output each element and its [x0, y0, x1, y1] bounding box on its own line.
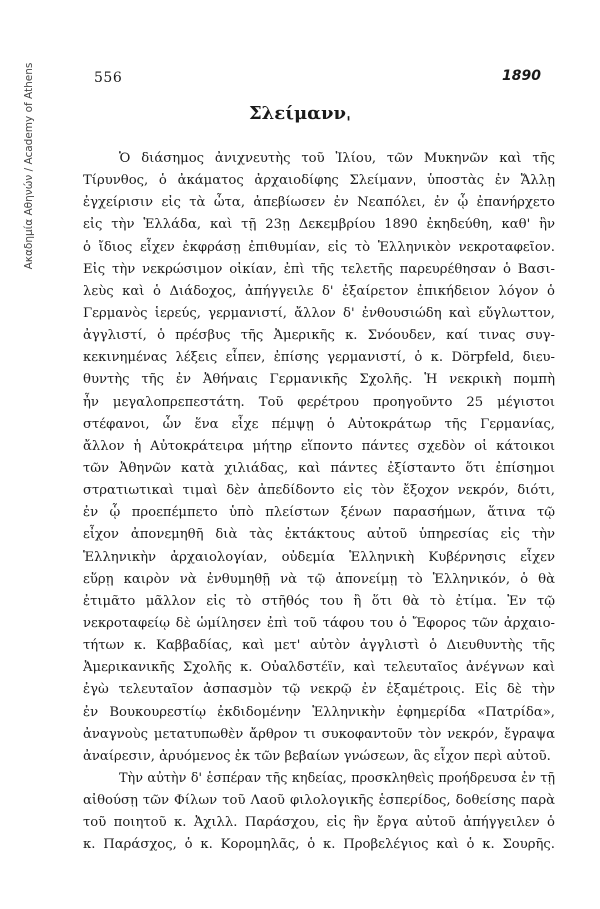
text-line: ἀναγνοὺς μετατυπωθὲν ἄρθρον τι συκοφαντοῦν τὸν νεκρόν, ἔγραψα — [83, 726, 555, 742]
text-line: τοῦ ποιητοῦ κ. Ἀχιλλ. Παράσχου, εἰς ἣν ἔργα αὐτοῦ ἀπήγγειλεν ὁ — [83, 815, 555, 831]
text-line: Γερμανὸς ἱερεύς, γερμανιστί, ἄλλον δ' ἐνθουσιώδη καὶ εὔγλωττον, — [83, 305, 555, 321]
text-line: Ὁ διάσημος ἀνιχνευτὴς τοῦ Ἰλίου, τῶν Μυκηνῶν καὶ τῆς — [119, 151, 555, 166]
text-line: κεκινημένας λέξεις εἶπεν, ἐπίσης γερμανιστί, ὁ κ. Dörpfeld, διευ- — [83, 350, 555, 366]
text-line: εὕρῃ καιρὸν νὰ ἐνθυμηθῇ νὰ τῷ ἀπονείμῃ τὸ Ἑλληνικόν, ὁ θὰ — [83, 571, 555, 587]
text-line: εἶχον ἀπονεμηθῆ διὰ τὰς ἐκτάκτους αὐτοῦ ὑπηρεσίας εἰς τὴν — [83, 527, 555, 543]
text-line: στρατιωτικαὶ τιμαὶ δὲν ἀπεδίδοντο εἰς τὸν ἔξοχον νεκρόν, διότι, — [83, 483, 555, 499]
text-line: ἐγὼ τελευταῖον ἀσπασμὸν τῷ νεκρῷ ἐν ἑξαμέτροις. Εἰς δὲ τὴν — [83, 682, 555, 698]
text-line: λεὺς καὶ ὁ Διάδοχος, ἀπήγγειλε δ' ἐξαίρετον ἐπικήδειον λόγον ὁ — [83, 283, 555, 299]
body-text — [83, 148, 555, 857]
text-line: ἐγχείρισιν εἰς τὰ ὦτα, ἀπεβίωσεν ἐν Νεαπόλει, ἐν ᾧ ἐπανήρχετο — [83, 195, 555, 211]
text-line: Τίρυνθος, ὁ ἀκάματος ἀρχαιοδίφης Σλείμαννˌ ὑποστὰς ἐν Ἄλλῃ — [83, 173, 555, 189]
text-line: ὁ ἴδιος εἶχεν ἐκφράσῃ ἐπιθυμίαν, εἰς τὸ Ἑλληνικὸν νεκροταφεῖον. — [83, 239, 555, 255]
text-line: τήτων κ. Καββαδίας, καὶ μετ' αὐτὸν ἀγγλιστὶ ὁ Διευθυντὴς τῆς — [83, 638, 555, 654]
text-line: Εἰς τὴν νεκρώσιμον οἰκίαν, ἐπὶ τῆς τελετῆς παρευρέθησαν ὁ Βασι- — [83, 261, 555, 277]
watermark-text: Ακαδημία Αθηνών / Academy of Athens — [23, 62, 35, 270]
text-line: νεκροταφείῳ δὲ ὡμίλησεν ἐπὶ τοῦ τάφου του ὁ Ἔφορος τῶν ἀρχαιο- — [83, 615, 555, 631]
text-line: τῶν Ἀθηνῶν κατὰ χιλιάδας, καὶ πάντες ἐξίσταντο ὅτι ἐπίσημοι — [83, 460, 555, 476]
text-line: Ἑλληνικὴν ἀρχαιολογίαν, οὐδεμία Ἑλληνικὴ Κυβέρνησις εἶχεν — [83, 549, 555, 565]
text-line: κ. Παράσχος, ὁ κ. Κορομηλᾶς, ὁ κ. Προβελέγιος καὶ ὁ κ. Σουρῆς. — [83, 837, 555, 853]
text-line: θυντὴς τῆς ἐν Ἀθήναις Γερμανικῆς Σχολῆς. Ἡ νεκρικὴ πομπὴ — [83, 372, 555, 388]
text-line: ἐν ᾧ προεπέμπετο ὑπὸ πλείστων ξένων παρασήμων, ἅτινα τῷ — [83, 505, 555, 521]
text-line: Τὴν αὐτὴν δ' ἑσπέραν τῆς κηδείας, προσκληθεὶς προήδρευσα ἐν τῇ — [119, 770, 555, 786]
text-line: ἐν Βουκουρεστίῳ ἐκδιδομένην Ἑλληνικὴν ἐφημερίδα «Πατρίδα», — [83, 704, 555, 720]
text-line: ἄλλον ἡ Αὐτοκράτειρα μήτηρ εἵποντο πάντες σχεδὸν οἱ κάτοικοι — [83, 438, 555, 454]
page-title: Σλείμαννˌ — [248, 103, 352, 124]
text-line: στέφανοι, ὧν ἕνα εἶχε πέμψῃ ὁ Αὐτοκράτωρ τῆς Γερμανίας, — [83, 416, 555, 432]
text-line: ἦν μεγαλοπρεπεστάτη. Τοῦ φερέτρου προηγοῦντο 25 μέγιστοι — [83, 394, 555, 410]
text-line: Ἀμερικανικῆς Σχολῆς κ. Οὐαλδστέϊν, καὶ τελευταῖος ἀνέγνων καὶ — [83, 660, 555, 676]
text-line: ἀναίρεσιν, ἀρυόμενος ἐκ τῶν βεβαίων γνώσεων, ἃς εἶχον περὶ αὐτοῦ. — [83, 748, 551, 764]
page-number: 556 — [94, 70, 123, 86]
text-line: ἀγγλιστί, ὁ πρέσβυς τῆς Ἀμερικῆς κ. Σνόουδεν, καί τινας συγ- — [83, 328, 555, 344]
archive-watermark — [18, 36, 40, 296]
text-line: εἰς τὴν Ἑλλάδα, καὶ τῇ 23ῃ Δεκεμβρίου 1890 ἐκηδεύθη, καθ' ἣν — [83, 217, 555, 233]
page-year: 1890 — [502, 68, 541, 84]
text-line: αἰθούσῃ τῶν Φίλων τοῦ Λαοῦ φιλολογικῆς ἑσπερίδος, δοθείσης παρὰ — [83, 793, 555, 809]
text-line: ἐτιμᾶτο μᾶλλον εἰς τὸ στῆθός του ἢ ὅτι θὰ τὸ ἐτίμα. Ἐν τῷ — [83, 593, 555, 609]
